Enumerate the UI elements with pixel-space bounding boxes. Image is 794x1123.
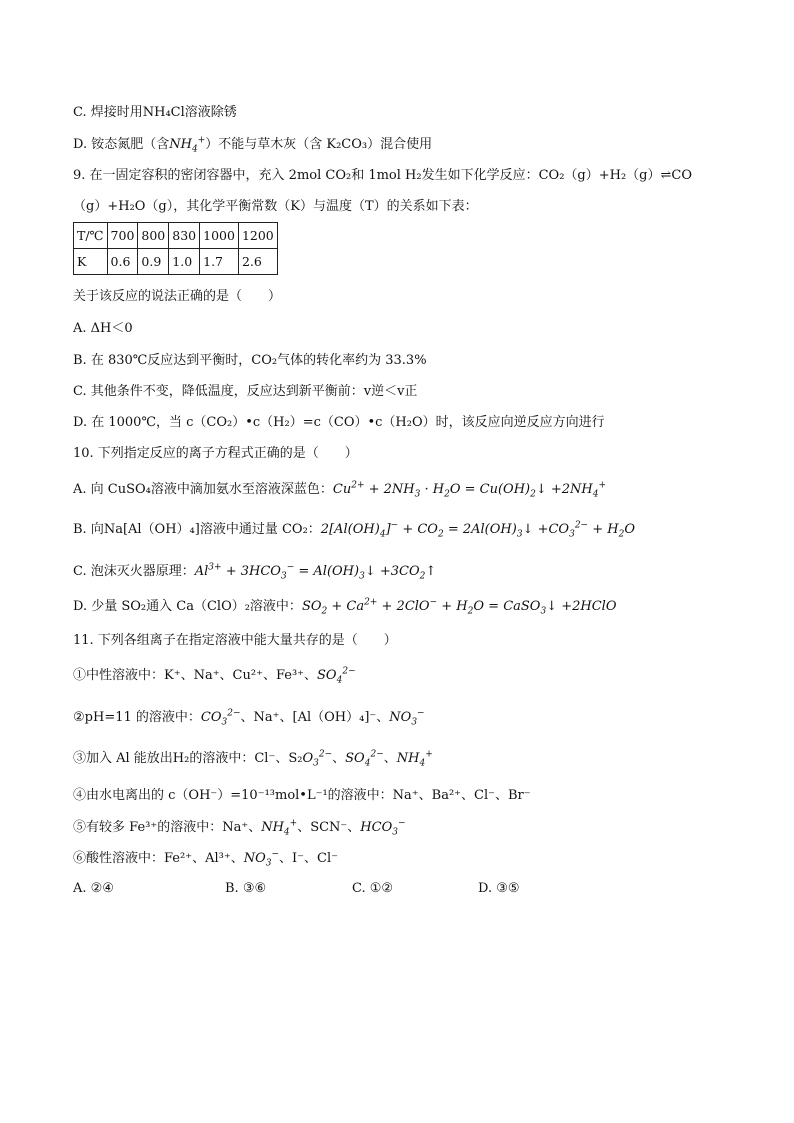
q11-item-3-sep: 、 [332,751,346,766]
equation-c: $Al^{3+} + 3HCO_3^-$ = $Al(OH)_3↓$ $+3CO_2↑$ [194,562,437,582]
q10-option-b [73,521,635,539]
table-cell: 0.9 [138,249,169,275]
sulfate-formula: $SO_4^{2-}$ [317,666,356,686]
q9-option-d: D. 在 1000℃，当 c（CO₂）•c（H₂）=c（CO）•c（H₂O）时，该反应向逆反应方向进行 [73,415,605,430]
table-cell: 1000 [200,223,239,249]
q10-option-a [73,481,606,499]
q10-option-c [73,563,436,581]
table-row [74,249,278,275]
q11-item-6-text: ⑥酸性溶液中：Fe²⁺、Al³⁺、 [73,851,244,866]
q8-option-c: C. 焊接时用NH₄Cl溶液除锈 [73,105,237,120]
thiosulfate-formula: $O_3^{2-}$ [302,749,333,769]
answer-option-d[interactable]: D. ③⑤ [478,881,520,896]
q11-item-6 [73,850,338,868]
q10-option-c-text: C. 泡沫灭火器原理： [73,564,195,579]
q11-item-3-text: ③加入 Al 能放出H₂的溶液中：Cl⁻、S₂ [73,751,303,766]
q8-option-d [73,136,432,154]
nitrate-formula: $NO_3^-$ [389,708,425,728]
equilibrium-constant-table [73,222,278,275]
table-cell: 1200 [238,223,277,249]
table-cell: 0.6 [107,249,138,275]
q9-question: 关于该反应的说法正确的是（ ） [73,289,282,304]
table-cell: 830 [169,223,200,249]
q11-item-5-text-b: 、SCN⁻、 [297,820,361,835]
table-cell: 800 [138,223,169,249]
q11-item-1 [73,667,356,685]
q11-item-3 [73,750,433,768]
carbonate-formula: $CO_3^{2-}$ [200,708,241,728]
sulfate-formula: $SO_4^{2-}$ [345,749,384,769]
equation-b: $2[Al(OH)_4]^- + CO_2$ = $2Al(OH)_3↓ +CO_3^{2-} + H_2O$ [320,520,635,540]
equation-a: $Cu^{2+} + 2NH_3 \cdot H_2O$ = $Cu(OH)_2↓ +2NH_4^+$ [332,480,607,500]
table-header-row [74,223,278,249]
q11-item-4: ④由水电离出的 c（OH⁻）=10⁻¹³mol•L⁻¹的溶液中：Na⁺、Ba²⁺、Cl⁻、Br⁻ [73,788,531,803]
q11-item-2-text-b: 、Na⁺、[Al（OH）₄]⁻、 [240,710,390,725]
table-cell: 700 [107,223,138,249]
ammonium-formula: $NH_4^+$ [261,818,298,838]
q11-stem: 11. 下列各组离子在指定溶液中能大量共存的是（ ） [73,633,397,648]
answer-option-c[interactable]: C. ①② [352,881,394,896]
equation-d: $SO_2 + Ca^{2+} + 2ClO^- + H_2O$ = CaSO$_3$↓ +2HClO [301,597,617,617]
table-cell: 1.0 [169,249,200,275]
q8-option-d-text-b: ）不能与草木灰（含 K₂CO₃）混合使用 [205,137,433,152]
nitrate-formula: $NO_3^-$ [243,849,280,869]
q8-option-d-text-a: D. 铵态氮肥（含 [73,137,170,152]
q11-item-6-text-b: 、I⁻、Cl⁻ [279,851,338,866]
q10-option-b-text: B. 向Na[Al（OH）₄]溶液中通过量 CO₂： [73,522,321,537]
q10-option-a-text: A. 向 CuSO₄溶液中滴加氨水至溶液深蓝色： [73,482,333,497]
table-cell: 2.6 [238,249,277,275]
ammonium-formula: $NH_4^+$ [169,135,206,155]
q11-item-2-text: ②pH=11 的溶液中： [73,710,201,725]
table-cell: T/℃ [74,223,108,249]
bicarbonate-formula: $HCO_3^-$ [360,818,406,838]
q9-option-a: A. ΔH＜0 [73,321,133,336]
q9-stem-line2: （g）+H₂O（g），其化学平衡常数（K）与温度（T）的关系如下表： [73,199,478,214]
q9-option-c: C. 其他条件不变，降低温度，反应达到新平衡前：v逆＜v正 [73,384,418,399]
q10-option-d [73,598,616,616]
q11-item-5 [73,819,406,837]
q11-item-3-sep2: 、 [383,751,397,766]
q10-stem: 10. 下列指定反应的离子方程式正确的是（ ） [73,446,358,461]
answer-option-b[interactable]: B. ③⑥ [225,881,267,896]
ammonium-formula: $NH_4^+$ [396,749,433,769]
q11-item-2 [73,709,425,727]
q11-item-5-text: ⑤有较多 Fe³⁺的溶液中：Na⁺、 [73,820,262,835]
q11-item-1-text: ①中性溶液中：K⁺、Na⁺、Cu²⁺、Fe³⁺、 [73,668,318,683]
table-cell: 1.7 [200,249,239,275]
answer-option-a[interactable]: A. ②④ [73,881,114,896]
q9-stem-line1: 9. 在一固定容积的密闭容器中，充入 2mol CO₂和 1mol H₂发生如下化学反应：CO₂（g）+H₂（g）⇌CO [73,168,692,183]
q10-option-d-text: D. 少量 SO₂通入 Ca（ClO）₂溶液中： [73,599,302,614]
q9-option-b: B. 在 830℃反应达到平衡时，CO₂气体的转化率约为 33.3% [73,353,427,368]
table-cell: K [74,249,108,275]
